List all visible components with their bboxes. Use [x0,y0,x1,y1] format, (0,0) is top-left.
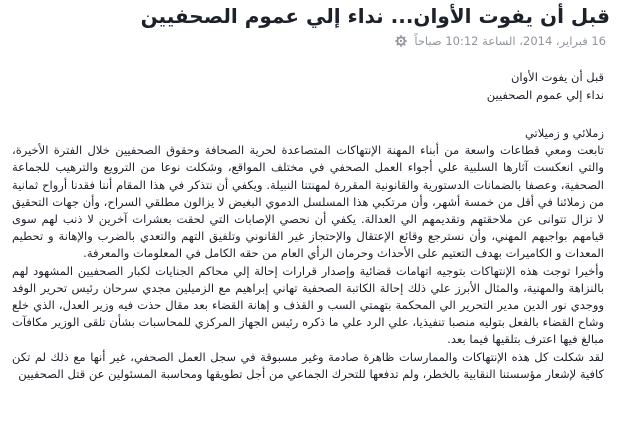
body-paragraph: وأخيرا توجت هذه الإنتهاكات بتوجيه اتهامات قضائية وإصدار قرارات إحالة إلي محاكم الجنايات لكبار الصحفيين المشهود لهم بالنزاهة والمهنية، والمثال الأبرز علي ذلك إحالة الكاتبة الصحفية تهاني إبراهيم مع الزميلين مجدي سرحان رئيس تحرير الوفد ووجدي نور الدين مدير التحرير الي المحكمة بتهمتي السب و القذف و إهانة القضاء بعد مقال حذت فيه وزير العدل، الذي خلع وشاح القضاء بالفعل بتوليه منصبا تنفيذيا، علي الرد علي ما ذكره رئيس الجهاز المركزي للمحاسبات بشأن تلقى الوزير مكافآت مبالغ فيها اعترف بتلقيها فيما بعد. [12,263,604,347]
greeting: زملائي و زميلاتي [524,126,604,140]
gear-icon[interactable] [395,35,407,47]
intro-line: نداء إلي عموم الصحفيين [486,88,604,102]
post-meta [395,33,606,49]
intro-block [487,68,604,104]
intro-line: قبل أن يفوت الأوان [510,70,604,84]
post-date[interactable]: 16 فبراير، 2014، الساعة 10:12 صباحاً [414,34,606,48]
post-title[interactable]: قبل أن يفوت الأوان... نداء إلي عموم الصحفيين [140,4,610,28]
body-paragraph: لقد شكلت كل هذه الإنتهاكات والممارسات ظاهرة صادمة وغير مسبوقة في سجل العمل الصحفي، غير أنها مع ذلك لم تكن كافية لإشعار مؤسستنا النقابية بالخطر، ولم تدفعها للتحرك الجماعي من أجل تطويقها ومحاسبة المسئولين عن قتل الصحفيين [12,349,604,381]
body-paragraph: تابعت ومعي قطاعات واسعة من أبناء المهنة الإنتهاكات المتصاعدة لحرية الصحافة وحقوق الصحفيين خلال الفترة الأخيرة، والتي انعكست آثارها السلبية علي أجواء العمل الصحفي في مختلف المواقع، وشكلت نوعا من الترويع والترهيب للجماعة الصحفية، وعصفا بالضمانات الدستورية والقانونية المقررة لمهنتنا النبيلة. ويكفي أن نتذكر في هذا المقام أننا فقدنا أرواح ثمانية من زملائنا في أقل من خمسة أشهر، وأن مرتكبي هذا المسلسل الدموي البغيض لا يزالون مطلقي السراح، وأن جهات التحقيق لا تزال تتوانى عن ملاحقتهم وتقديمهم الي العدالة. يكفي أن نحصي الإصابات التي لحقت بعشرات آخرين لا ذنب لهم سوى قيامهم بواجبهم المهني، وأن نسترجع وقائع الإعتقال والإحتجاز غير القانوني وتلفيق التهم والتعدي بالضرب والإهانة و تحطيم المعدات و الكاميرات بهدف التعتيم على الأحداث وحرمان الرأي العام من حقه الكامل في المعلومات والمعرفة. [12,143,604,261]
post-body [12,125,604,383]
